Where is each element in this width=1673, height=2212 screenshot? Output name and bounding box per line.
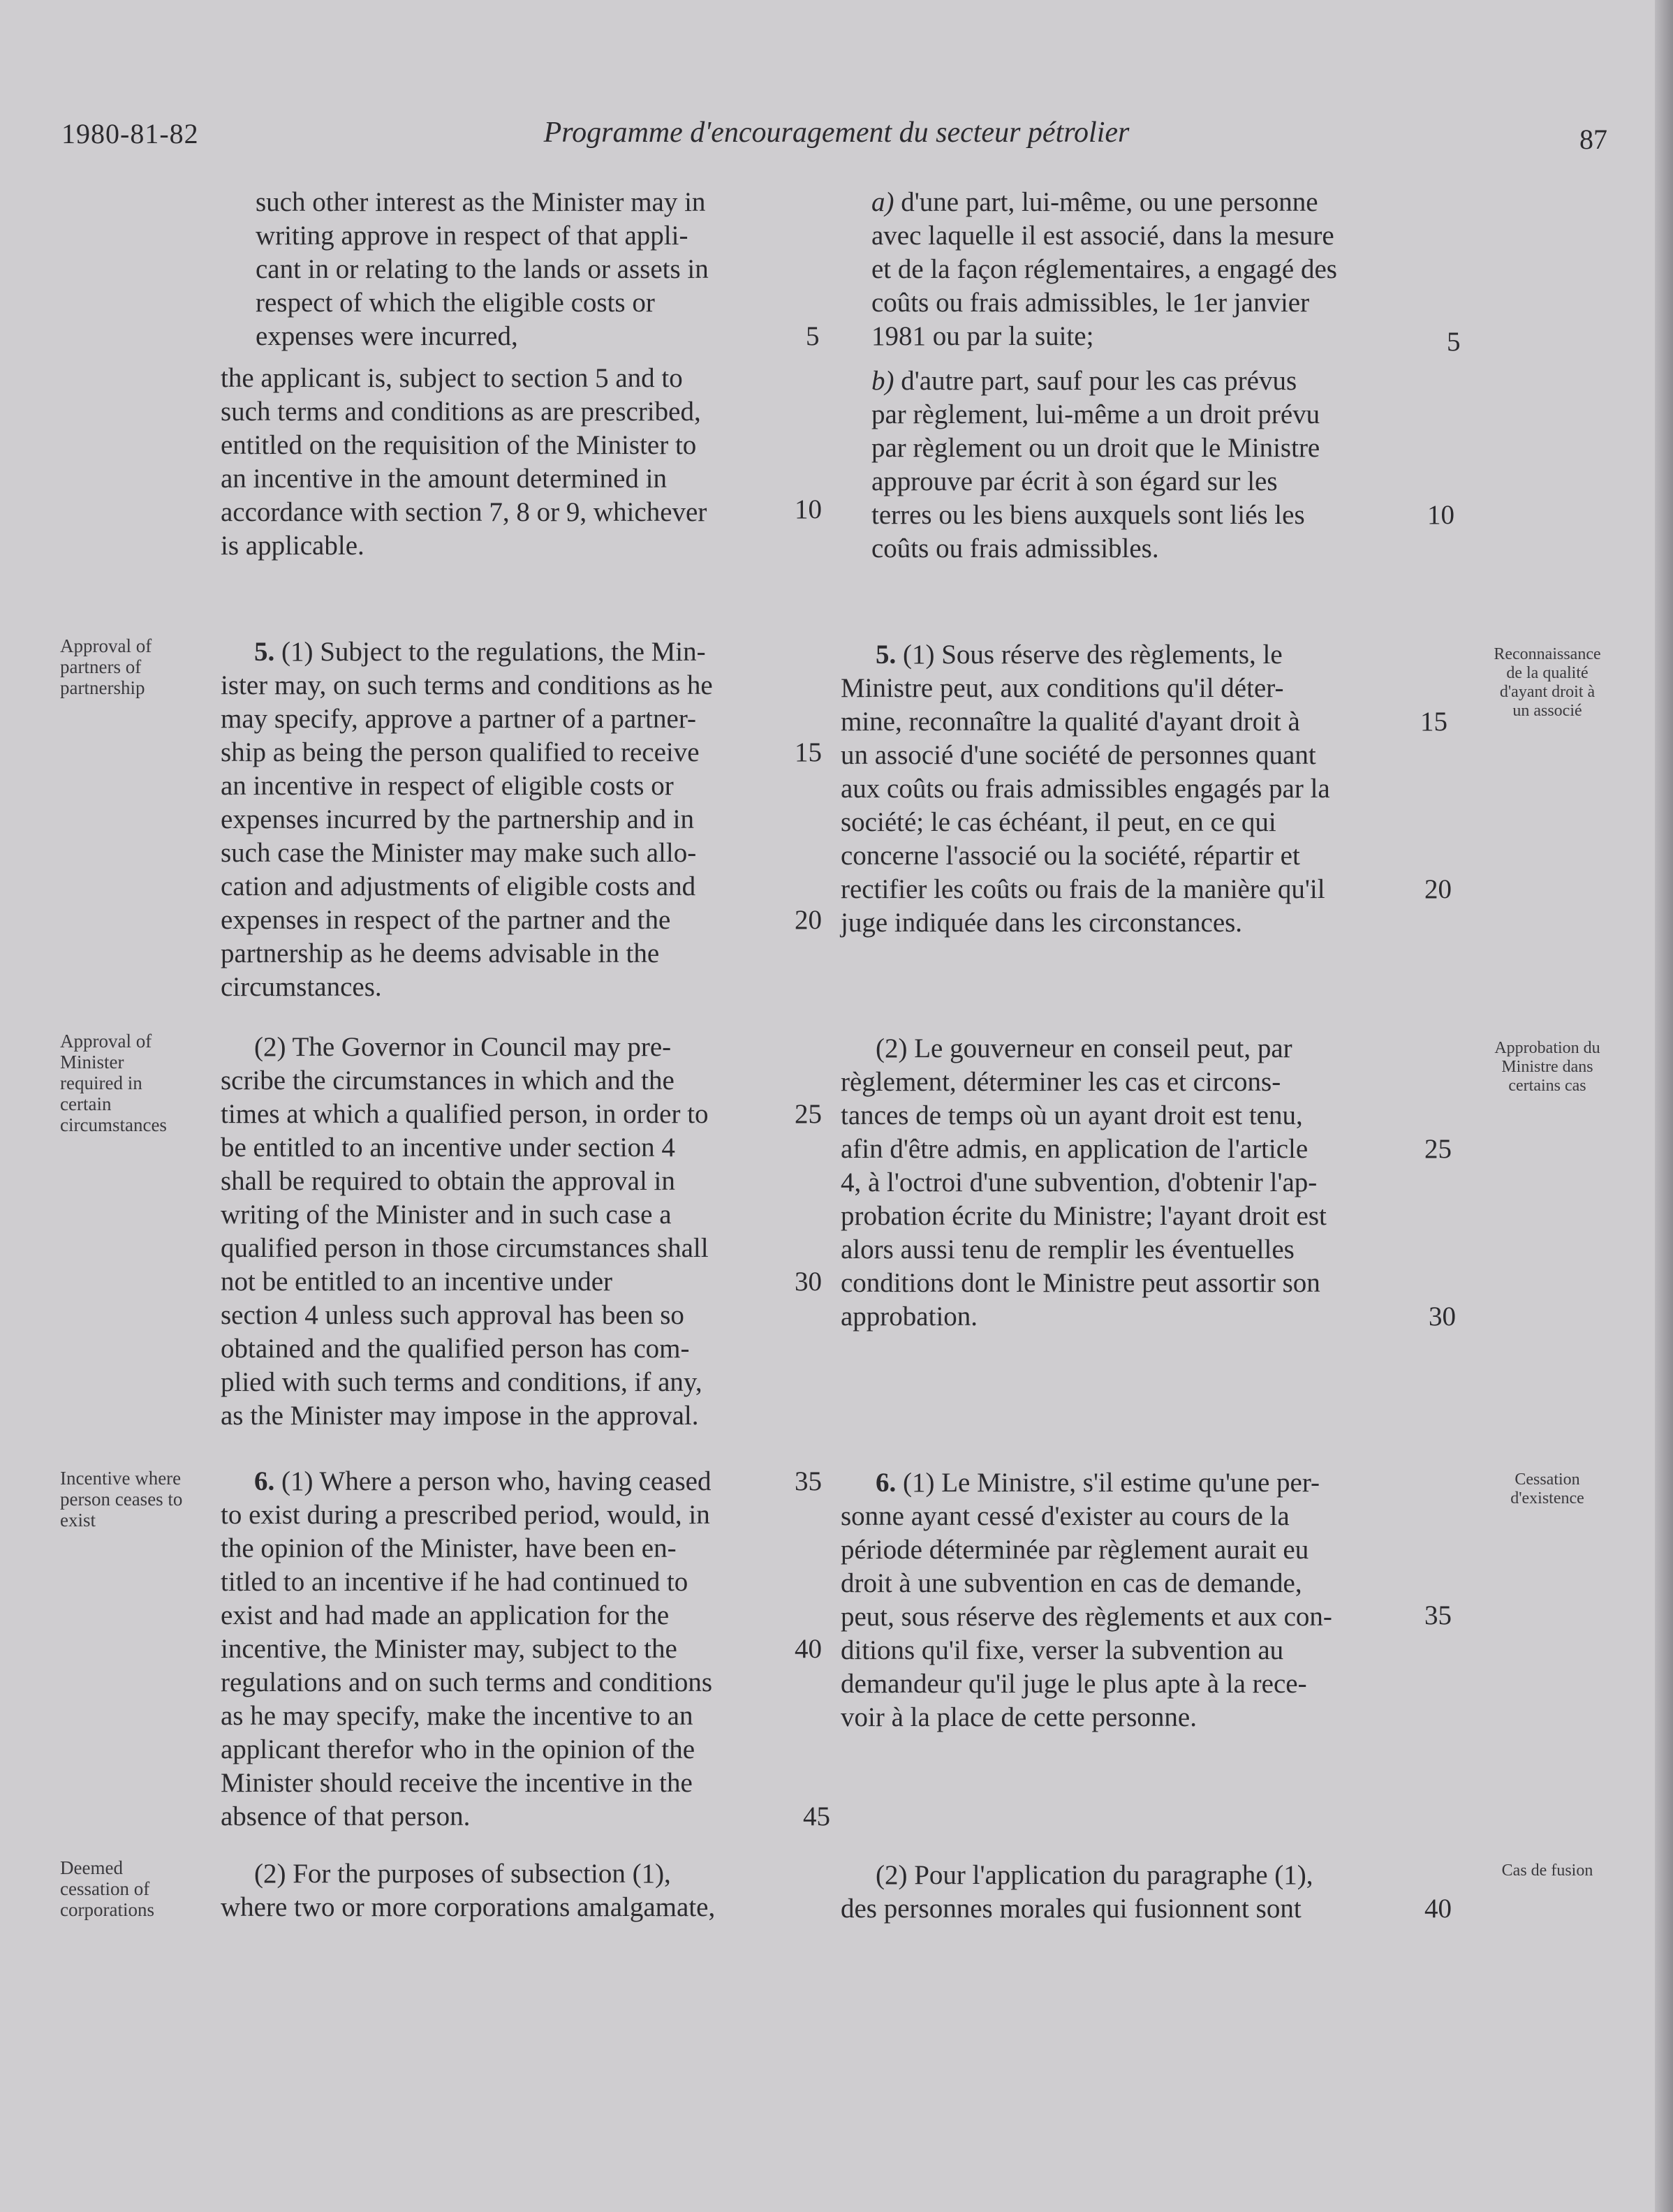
text-line: not be entitled to an incentive under (221, 1267, 612, 1297)
margin-note-cessation: Cessation d'existence (1510, 1470, 1584, 1507)
text-line: as he may specify, make the incentive to an (221, 1701, 693, 1731)
text-line: approuve par écrit à son égard sur les (871, 466, 1278, 496)
text-line: juge indiquée dans les circonstances. (841, 908, 1243, 938)
text-line: par règlement, lui-même a un droit prévu (871, 399, 1320, 429)
text-line: un associé d'une société de personnes quant (841, 740, 1316, 770)
text-line: cant in or relating to the lands or assets in (256, 254, 709, 284)
text-line: titled to an incentive if he had continued to (221, 1567, 688, 1597)
text-line: d'autre part, sauf pour les cas prévus (901, 366, 1297, 396)
text-line: absence of that person. (221, 1801, 471, 1831)
section-number: 6. (254, 1466, 275, 1496)
en-section-5-1 (221, 635, 804, 1004)
fr-section-5-2 (841, 1032, 1424, 1334)
text-line: an incentive in respect of eligible costs or (221, 771, 674, 801)
text-line: times at which a qualified person, in order to (221, 1099, 709, 1129)
section-number: 5. (876, 640, 897, 670)
text-line: terres ou les biens auxquels sont liés les (871, 500, 1305, 530)
text-line: (1) Subject to the regulations, the Min- (281, 637, 706, 667)
page-number: 87 (1579, 124, 1607, 155)
line-number: 35 (795, 1466, 822, 1496)
text-line: accordance with section 7, 8 or 9, whichever (221, 497, 707, 527)
line-number: 10 (1427, 500, 1454, 530)
text-line: where two or more corporations amalgamate, (221, 1892, 716, 1922)
line-number: 5 (806, 321, 820, 351)
line-number: 40 (795, 1634, 822, 1664)
text-line: such terms and conditions as are prescribed, (221, 397, 701, 427)
text-line: (1) Where a person who, having ceased (281, 1466, 712, 1496)
text-line: Ministre peut, aux conditions qu'il déter- (841, 673, 1284, 703)
text-line: avec laquelle il est associé, dans la mesure (871, 221, 1334, 251)
running-header-title: Programme d'encouragement du secteur pétrolier (543, 117, 1130, 149)
text-line: to exist during a prescribed period, would, in (221, 1500, 710, 1530)
text-line: afin d'être admis, en application de l'article (841, 1134, 1309, 1164)
text-line: d'une part, lui-même, ou une personne (901, 187, 1318, 217)
line-number: 20 (1424, 874, 1452, 904)
text-line: règlement, déterminer les cas et circons- (841, 1067, 1281, 1097)
line-number: 15 (795, 737, 822, 767)
line-number: 30 (795, 1267, 822, 1297)
text-line: demandeur qu'il juge le plus apte à la rece- (841, 1669, 1307, 1699)
text-line: société; le cas échéant, il peut, en ce qui (841, 807, 1276, 837)
margin-note-approval-of-partners: Approval of partners of partnership (60, 635, 152, 698)
text-line: par règlement ou un droit que le Ministre (871, 433, 1320, 463)
text-line: scribe the circumstances in which and the (221, 1066, 675, 1096)
margin-note-reconnaissance: Reconnaissance de la qualité d'ayant droit à un associé (1494, 645, 1601, 720)
text-line: writing approve in respect of that appli- (256, 221, 688, 251)
text-line: be entitled to an incentive under section 4 (221, 1133, 675, 1163)
text-line: (2) Le gouverneur en conseil peut, par (876, 1033, 1292, 1063)
fr-section-6-1 (841, 1466, 1424, 1734)
text-line: conditions dont le Ministre peut assortir son (841, 1268, 1320, 1298)
margin-note-approbation: Approbation du Ministre dans certains cas (1494, 1039, 1600, 1095)
text-line: plied with such terms and conditions, if any, (221, 1367, 702, 1397)
text-line: droit à une subvention en cas de demande, (841, 1568, 1302, 1598)
text-line: such case the Minister may make such allo- (221, 838, 697, 868)
en-continuation-block (256, 186, 809, 353)
text-line: incentive, the Minister may, subject to the (221, 1634, 677, 1664)
text-line: approbation. (841, 1302, 978, 1332)
paragraph-label: b) (871, 366, 894, 396)
text-line: writing of the Minister and in such case a (221, 1200, 672, 1230)
text-line: 4, à l'octroi d'une subvention, d'obtenir l'ap- (841, 1167, 1318, 1197)
margin-note-cas-de-fusion: Cas de fusion (1501, 1861, 1593, 1880)
fr-section-5-1 (841, 638, 1424, 940)
text-line: section 4 unless such approval has been so (221, 1300, 684, 1330)
text-line: is applicable. (221, 531, 364, 561)
text-line: aux coûts ou frais admissibles engagés par la (841, 774, 1330, 804)
text-line: partnership as he deems advisable in the (221, 938, 660, 968)
line-number: 35 (1424, 1600, 1452, 1630)
text-line: (1) Le Ministre, s'il estime qu'une per- (903, 1468, 1320, 1498)
text-line: cation and adjustments of eligible costs and (221, 871, 696, 901)
en-section-6-1 (221, 1465, 804, 1834)
section-number: 6. (876, 1468, 897, 1498)
en-applicant-entitlement (221, 362, 804, 563)
text-line: coûts ou frais admissibles, le 1er janvier (871, 288, 1310, 318)
line-number: 45 (803, 1801, 830, 1831)
text-line: ditions qu'il fixe, verser la subvention au (841, 1635, 1284, 1665)
text-line: probation écrite du Ministre; l'ayant droit est (841, 1201, 1327, 1231)
margin-note-deemed-cessation: Deemed cessation of corporations (60, 1857, 154, 1920)
fr-paragraph-b (871, 364, 1424, 566)
text-line: mine, reconnaître la qualité d'ayant droit à (841, 707, 1300, 737)
text-line: expenses were incurred, (256, 321, 518, 351)
text-line: (1) Sous réserve des règlements, le (903, 640, 1283, 670)
text-line: regulations and on such terms and conditions (221, 1667, 713, 1697)
en-section-5-2 (221, 1031, 804, 1433)
fr-section-6-2 (841, 1859, 1424, 1926)
text-line: such other interest as the Minister may in (256, 187, 706, 217)
text-line: shall be required to obtain the approval in (221, 1166, 675, 1196)
text-line: ship as being the person qualified to receive (221, 737, 700, 767)
text-line: circumstances. (221, 972, 382, 1002)
text-line: (2) For the purposes of subsection (1), (254, 1859, 671, 1889)
text-line: an incentive in the amount determined in (221, 464, 667, 494)
line-number: 30 (1429, 1302, 1456, 1332)
text-line: obtained and the qualified person has com- (221, 1334, 690, 1364)
en-section-6-2 (221, 1857, 804, 1924)
text-line: expenses in respect of the partner and the (221, 905, 671, 935)
text-line: applicant therefor who in the opinion of the (221, 1734, 695, 1764)
text-line: et de la façon réglementaires, a engagé des (871, 254, 1337, 284)
line-number: 10 (795, 494, 822, 524)
header-year: 1980-81-82 (61, 118, 199, 149)
text-line: the applicant is, subject to section 5 and to (221, 363, 683, 393)
line-number: 25 (795, 1099, 822, 1129)
text-line: exist and had made an application for the (221, 1600, 670, 1630)
text-line: (2) The Governor in Council may pre- (254, 1032, 672, 1062)
line-number: 20 (795, 905, 822, 935)
text-line: as the Minister may impose in the approval. (221, 1401, 699, 1431)
text-line: période déterminée par règlement aurait eu (841, 1535, 1309, 1565)
fr-paragraph-a (871, 186, 1424, 353)
text-line: respect of which the eligible costs or (256, 288, 655, 318)
margin-note-approval-of-minister: Approval of Minister required in certain circumstances (60, 1031, 167, 1135)
text-line: entitled on the requisition of the Minister to (221, 430, 697, 460)
text-line: expenses incurred by the partnership and in (221, 804, 694, 834)
text-line: voir à la place de cette personne. (841, 1702, 1197, 1732)
text-line: rectifier les coûts ou frais de la manière qu'il (841, 874, 1325, 904)
text-line: coûts ou frais admissibles. (871, 533, 1159, 563)
text-line: concerne l'associé ou la société, répartir et (841, 841, 1300, 871)
line-number: 15 (1420, 707, 1447, 737)
text-line: qualified person in those circumstances shall (221, 1233, 709, 1263)
section-number: 5. (254, 637, 275, 667)
page-edge-shadow (1655, 0, 1673, 2212)
line-number: 25 (1424, 1134, 1452, 1164)
text-line: (2) Pour l'application du paragraphe (1), (876, 1860, 1313, 1890)
paragraph-label: a) (871, 187, 894, 217)
text-line: the opinion of the Minister, have been en- (221, 1533, 677, 1563)
text-line: des personnes morales qui fusionnent sont (841, 1894, 1302, 1924)
text-line: Minister should receive the incentive in the (221, 1768, 693, 1798)
line-number: 40 (1424, 1894, 1452, 1924)
text-line: tances de temps où un ayant droit est tenu, (841, 1100, 1303, 1130)
text-line: ister may, on such terms and conditions as he (221, 670, 713, 700)
text-line: sonne ayant cessé d'exister au cours de la (841, 1501, 1290, 1531)
text-line: 1981 ou par la suite; (871, 321, 1094, 351)
text-line: may specify, approve a partner of a partner- (221, 704, 697, 734)
text-line: peut, sous réserve des règlements et aux con- (841, 1602, 1332, 1632)
margin-note-incentive-where-person-ceases: Incentive where person ceases to exist (60, 1468, 183, 1531)
text-line: alors aussi tenu de remplir les éventuelles (841, 1234, 1295, 1264)
line-number: 5 (1447, 327, 1461, 357)
